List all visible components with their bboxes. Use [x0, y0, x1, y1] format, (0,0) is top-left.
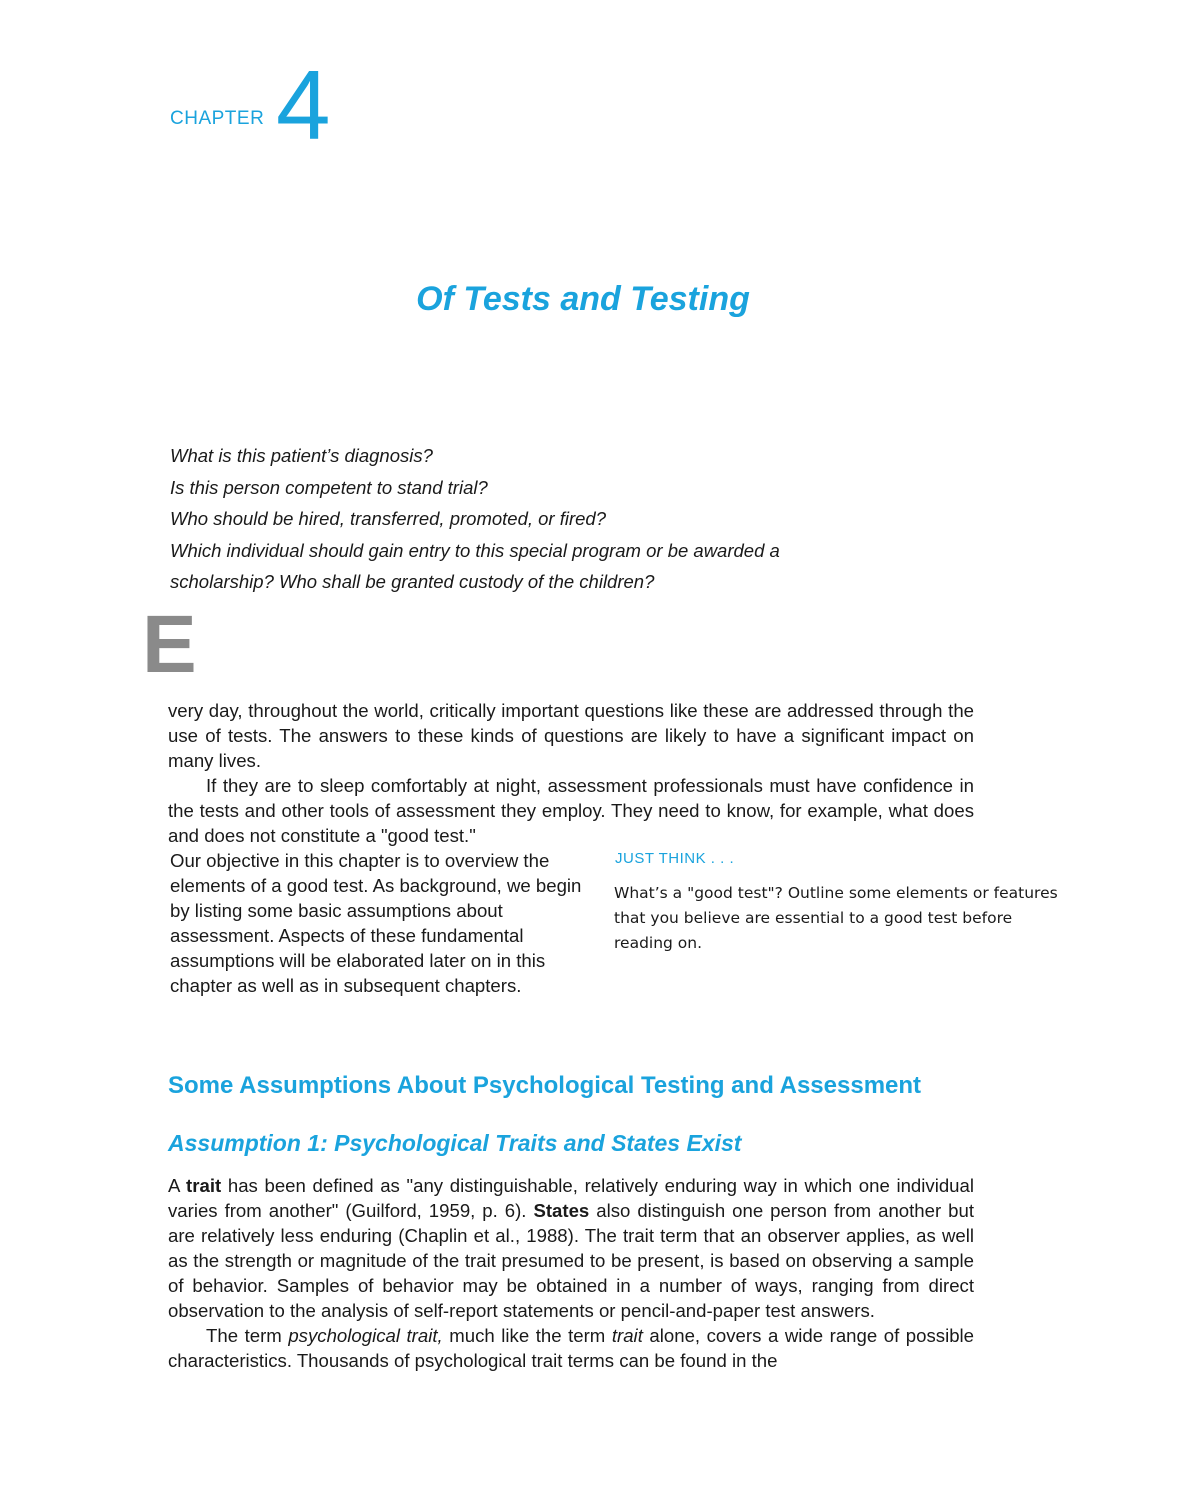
epigraph-line: Which individual should gain entry to this special program or be awarded a: [170, 539, 780, 561]
term-trait-italic: trait: [611, 1325, 643, 1346]
epigraph-line: What is this patient’s diagnosis?: [170, 445, 433, 466]
just-think-heading: JUST THINK . . .: [615, 850, 735, 867]
intro-paragraph-1: very day, throughout the world, critically important questions like these are addressed through the use of tests. The answers to these kinds of questions are likely to have a significant impact on many lives.: [168, 700, 974, 771]
body-paragraph-1: [168, 1173, 974, 1323]
chapter-number: 4: [276, 50, 331, 160]
drop-cap: E: [142, 599, 197, 690]
intro-paragraph-3-block: [170, 848, 606, 998]
epigraph-line: Who should be hired, transferred, promoted, or fired?: [170, 508, 607, 529]
chapter-label: CHAPTER: [170, 108, 265, 129]
section-heading: Some Assumptions About Psychological Testing and Assessment: [168, 1072, 922, 1099]
chapter-title: Of Tests and Testing: [416, 280, 750, 318]
term-states: States: [533, 1200, 590, 1221]
text-run: alone, covers a wide range of possible characteristics. Thousands of psychological trait terms can be found in the: [168, 1325, 975, 1371]
epigraph-line: Is this person competent to stand trial?: [170, 476, 488, 498]
term-psychological-trait: psychological trait,: [288, 1325, 443, 1346]
text-run: The term: [206, 1325, 289, 1346]
body-text: [168, 1173, 974, 1373]
intro-text: [168, 698, 974, 848]
term-trait: trait: [186, 1175, 222, 1196]
just-think-body: What’s a "good test"? Outline some elements or features that you believe are essential to a good test before reading on.: [614, 884, 1058, 952]
text-run: has been defined as "any distinguishable, relatively enduring way in which one individual varies from another" (Guilford, 1959, p. 6).: [168, 1175, 974, 1221]
epigraph: [170, 440, 930, 598]
intro-paragraph-3: Our objective in this chapter is to overview the elements of a good test. As background, we begin by listing some basic assumptions about assessment. Aspects of these fundamental assumptions will be elaborated later on in this chapter as well as in subsequent chapters.: [170, 850, 582, 996]
intro-paragraph-2: If they are to sleep comfortably at night, assessment professionals must have confidence in the tests and other tools of assessment they employ. They need to know, for example, what does and does not constitute a "good test.": [168, 775, 974, 846]
text-run: also distinguish one person from another but are relatively less enduring (Chaplin et al., 1988). The trait term that an observer applies, as well as the strength or magnitude of the trait presumed to be present, is based on observing a sample of behavior. Samples of behavior may be obtained in a number of ways, ranging from direct observation to the analysis of self-report statements or pencil-and-paper test answers.: [168, 1200, 975, 1321]
body-paragraph-2: [168, 1323, 974, 1373]
text-run: A: [168, 1175, 187, 1196]
epigraph-line: scholarship? Who shall be granted custody of the children?: [170, 571, 655, 592]
text-run: much like the term: [442, 1325, 612, 1346]
assumption-heading: Assumption 1: Psychological Traits and States Exist: [168, 1130, 742, 1156]
